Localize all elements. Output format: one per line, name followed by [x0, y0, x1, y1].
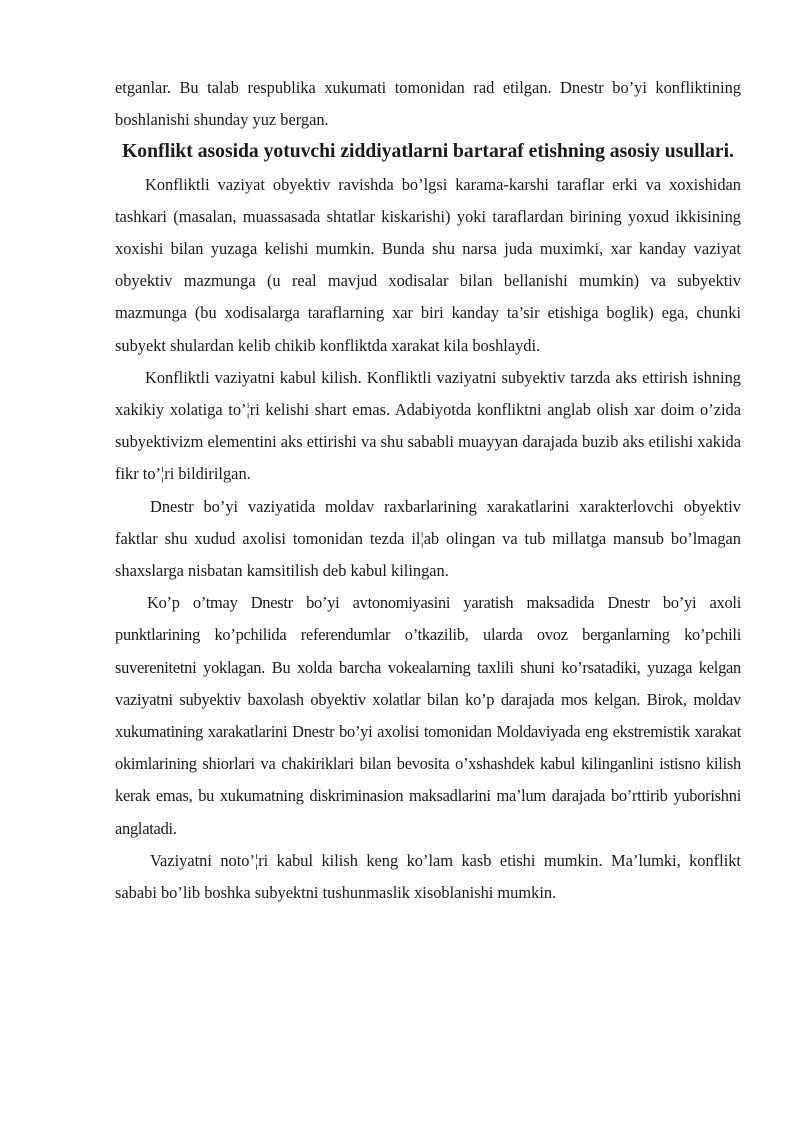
document-page	[115, 72, 741, 909]
paragraph-intro: etganlar. Bu talab respublika xukumati tomonidan rad etilgan. Dnestr bo’yi konfliktining boshlanishi shunday yuz bergan.	[115, 78, 741, 130]
paragraph-referendum: Ko’p o’tmay Dnestr bo’yi avtonomiyasini yaratish maksadida Dnestr bo’yi axoli punktlarining ko’pchilida referendumlar o’tkazilib, ularda ovoz berganlarning ko’pchili suverenitetni yoklagan. Bu xolda barcha vokealarning taxlili shuni ko’rsatadiki, yuzaga kelgan vaziyatni subyektiv baxolash obyektiv xolatlar bilan ko’p darajada mos kelgan. Birok, moldav xukumatining xarakatlarini Dnestr bo’yi axolisi tomonidan Moldaviyada eng ekstremistik xarakat okimlarining shiorlari va chakiriklari bilan bevosita o’xshashdek kabul kilinganlini istisno kilish kerak emas, bu xukumatning diskriminasion maksadlarini ma’lum darajada bo’rttirib yuborishni anglatadi.	[115, 593, 741, 838]
paragraph-perception: Konfliktli vaziyatni kabul kilish. Konfliktli vaziyatni subyektiv tarzda aks ettirish ishning xakikiy xolatiga to’¦ri kelishi shart emas. Adabiyotda konfliktni anglab olish xar doim o’zida subyektivizm elementini aks ettirishi va shu sababli muayyan darajada buzib aks etilishi xakida fikr to’¦ri bildirilgan.	[115, 367, 741, 484]
paragraph-situation: Konfliktli vaziyat obyektiv ravishda bo’lgsi karama-karshi taraflar erki va xoxishidan tashkari (masalan, muassasada shtatlar kiskarishi) yoki taraflardan birining yoxud ikkisining xoxishi bilan yuzaga kelishi mumkin. Bunda shu narsa juda muximki, xar kanday vaziyat obyektiv mazmunga (u real mavjud xodisalar bilan bellanishi mumkin) va subyektiv mazmunga (bu xodisalarga taraflarning xar biri kanday ta’sir etishiga boglik) ega, chunki subyekt shulardan kelib chikib konfliktda xarakat kila boshlaydi.	[115, 174, 741, 355]
paragraph-misperception: Vaziyatni noto’¦ri kabul kilish keng ko’lam kasb etishi mumkin. Ma’lumki, konflikt sababi bo’lib boshka subyektni tushunmaslik xisoblanishi mumkin.	[115, 850, 741, 903]
section-heading: Konflikt asosida yotuvchi ziddiyatlarni bartaraf etishning asosiy usullari.	[122, 141, 734, 163]
paragraph-dnestr: Dnestr bo’yi vaziyatida moldav raxbarlarining xarakatlarini xarakterlovchi obyektiv faktlar shu xudud axolisi tomonidan tezda il¦ab olingan va tub millatga mansub bo’lmagan shaxslarga nisbatan kamsitilish deb kabul kilingan.	[115, 496, 741, 581]
